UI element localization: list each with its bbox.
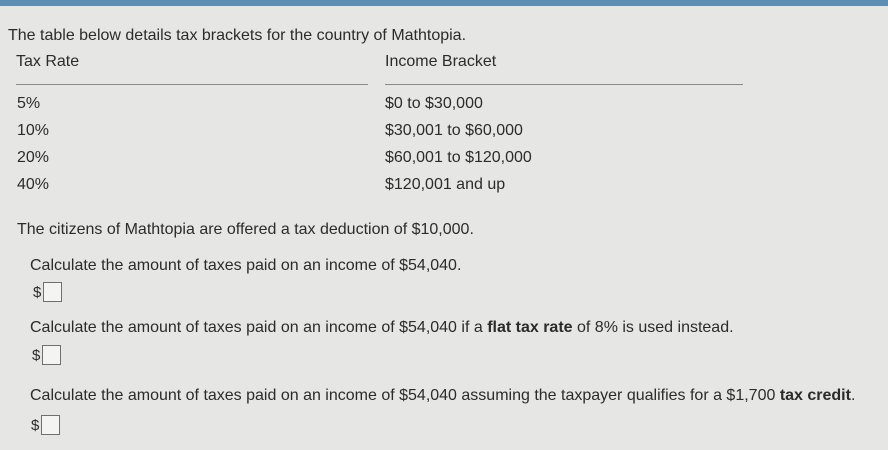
question-emphasis: flat tax rate bbox=[487, 319, 573, 336]
answer-2 bbox=[32, 344, 61, 366]
top-accent-bar bbox=[0, 0, 888, 6]
currency-symbol: $ bbox=[33, 283, 42, 301]
tax-rate-cell: 20% bbox=[17, 149, 50, 166]
header-divider bbox=[16, 84, 368, 85]
tax-rate-cell: 40% bbox=[17, 176, 50, 193]
income-bracket-cell: $60,001 to $120,000 bbox=[385, 149, 532, 166]
income-bracket-cell: $30,001 to $60,000 bbox=[385, 122, 523, 139]
answer-input-2[interactable] bbox=[42, 345, 61, 365]
question-3 bbox=[30, 387, 855, 405]
intro-text: The table below details tax brackets for the country of Mathtopia. bbox=[8, 27, 467, 44]
question-text: Calculate the amount of taxes paid on an income of $54,040 assuming the taxpayer qualifies for a $1,700 bbox=[30, 387, 780, 404]
question-1 bbox=[30, 257, 461, 275]
table-row bbox=[0, 176, 888, 198]
income-bracket-cell: $0 to $30,000 bbox=[385, 95, 483, 112]
income-bracket-cell: $120,001 and up bbox=[385, 176, 506, 193]
question-2 bbox=[30, 319, 734, 337]
table-row bbox=[0, 122, 888, 144]
question-text: Calculate the amount of taxes paid on an income of $54,040. bbox=[30, 257, 462, 274]
deduction-text: The citizens of Mathtopia are offered a tax deduction of $10,000. bbox=[17, 221, 474, 238]
tax-rate-cell: 5% bbox=[17, 95, 41, 112]
table-row bbox=[0, 95, 888, 117]
answer-input-1[interactable] bbox=[43, 282, 62, 302]
question-text: Calculate the amount of taxes paid on an income of $54,040 if a bbox=[30, 319, 488, 336]
answer-1 bbox=[33, 281, 62, 303]
header-divider bbox=[385, 84, 743, 85]
answer-input-3[interactable] bbox=[41, 415, 60, 435]
question-text: . bbox=[850, 387, 856, 404]
question-emphasis: tax credit bbox=[779, 387, 851, 404]
question-text: of 8% is used instead. bbox=[572, 319, 734, 336]
answer-3 bbox=[31, 414, 60, 436]
header-tax-rate: Tax Rate bbox=[16, 53, 80, 70]
header-income-bracket: Income Bracket bbox=[385, 53, 497, 70]
currency-symbol: $ bbox=[32, 346, 41, 364]
table-row bbox=[0, 149, 888, 171]
tax-rate-cell: 10% bbox=[17, 122, 50, 139]
currency-symbol: $ bbox=[31, 416, 40, 434]
